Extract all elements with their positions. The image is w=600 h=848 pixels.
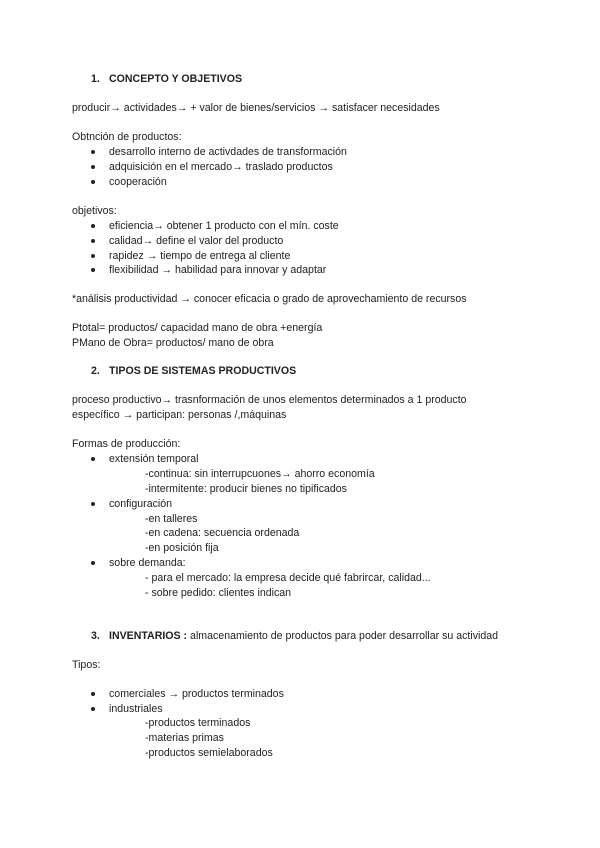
bullet-icon xyxy=(91,502,95,506)
obtencion-item: cooperación xyxy=(109,176,167,188)
bullet-icon xyxy=(91,239,95,243)
forma-item: configuración xyxy=(109,498,173,510)
section-2-title: TIPOS DE SISTEMAS PRODUCTIVOS xyxy=(109,365,297,377)
section-1-intro: producir→ actividades→ + valor de bienes/servicios → satisfacer necesidades xyxy=(72,102,440,114)
obtencion-item: desarrollo interno de activdades de transformación xyxy=(109,146,347,158)
objetivo-item: flexibilidad → habilidad para innovar y adaptar xyxy=(109,264,327,276)
forma-sub-item: -continua: sin interrupcuones→ ahorro economía xyxy=(145,468,375,480)
bullet-icon xyxy=(91,692,95,696)
analisis-note: *análisis productividad → conocer eficacia o grado de aprovechamiento de recursos xyxy=(72,293,467,305)
section-2-number: 2. xyxy=(91,365,100,377)
section-1-number: 1. xyxy=(91,73,100,85)
bullet-icon xyxy=(91,457,95,461)
forma-sub-item: -intermitente: producir bienes no tipificados xyxy=(145,483,347,495)
formula-ptotal: Ptotal= productos/ capacidad mano de obra +energía xyxy=(72,322,323,334)
bullet-icon xyxy=(91,561,95,565)
forma-item: extensión temporal xyxy=(109,453,199,465)
tipo-item: comerciales → productos terminados xyxy=(109,688,284,700)
bullet-icon xyxy=(91,268,95,272)
objetivo-item: calidad→ define el valor del producto xyxy=(109,235,284,247)
section-3-title-rest: almacenamiento de productos para poder desarrollar su actividad xyxy=(190,630,499,642)
section-1-title: CONCEPTO Y OBJETIVOS xyxy=(109,73,243,85)
obtencion-item: adquisición en el mercado→ traslado productos xyxy=(109,161,333,173)
bullet-icon xyxy=(91,180,95,184)
tipo-sub-item: -materias primas xyxy=(145,732,224,744)
section-3-heading xyxy=(109,629,498,643)
forma-item: sobre demanda: xyxy=(109,557,186,569)
forma-sub-item: - sobre pedido: clientes indican xyxy=(145,587,292,599)
bullet-icon xyxy=(91,165,95,169)
forma-sub-item: -en cadena: secuencia ordenada xyxy=(145,527,300,539)
section-2-intro-line-2: específico → participan: personas /,máquinas xyxy=(72,409,287,421)
objetivo-item: rapidez → tiempo de entrega al cliente xyxy=(109,250,291,262)
bullet-icon xyxy=(91,707,95,711)
tipo-sub-item: -productos terminados xyxy=(145,717,251,729)
objetivo-item: eficiencia→ obtener 1 producto con el mín. coste xyxy=(109,220,339,232)
bullet-icon xyxy=(91,254,95,258)
section-2-intro-line-1: proceso productivo→ trasnformación de unos elementos determinados a 1 producto xyxy=(72,394,467,406)
forma-sub-item: -en talleres xyxy=(145,513,198,525)
obtencion-label: Obtnción de productos: xyxy=(72,131,182,143)
forma-sub-item: - para el mercado: la empresa decide qué fabrircar, calidad... xyxy=(145,572,431,584)
tipo-sub-item: -productos semielaborados xyxy=(145,747,273,759)
formula-pmano: PMano de Obra= productos/ mano de obra xyxy=(72,337,274,349)
section-3-number: 3. xyxy=(91,630,100,642)
objetivos-label: objetivos: xyxy=(72,205,117,217)
tipo-item: industriales xyxy=(109,703,163,715)
bullet-icon xyxy=(91,150,95,154)
formas-label: Formas de producción: xyxy=(72,438,181,450)
section-3-title: INVENTARIOS : xyxy=(109,630,188,642)
bullet-icon xyxy=(91,224,95,228)
forma-sub-item: -en posición fija xyxy=(145,542,219,554)
tipos-label: Tipos: xyxy=(72,659,101,671)
